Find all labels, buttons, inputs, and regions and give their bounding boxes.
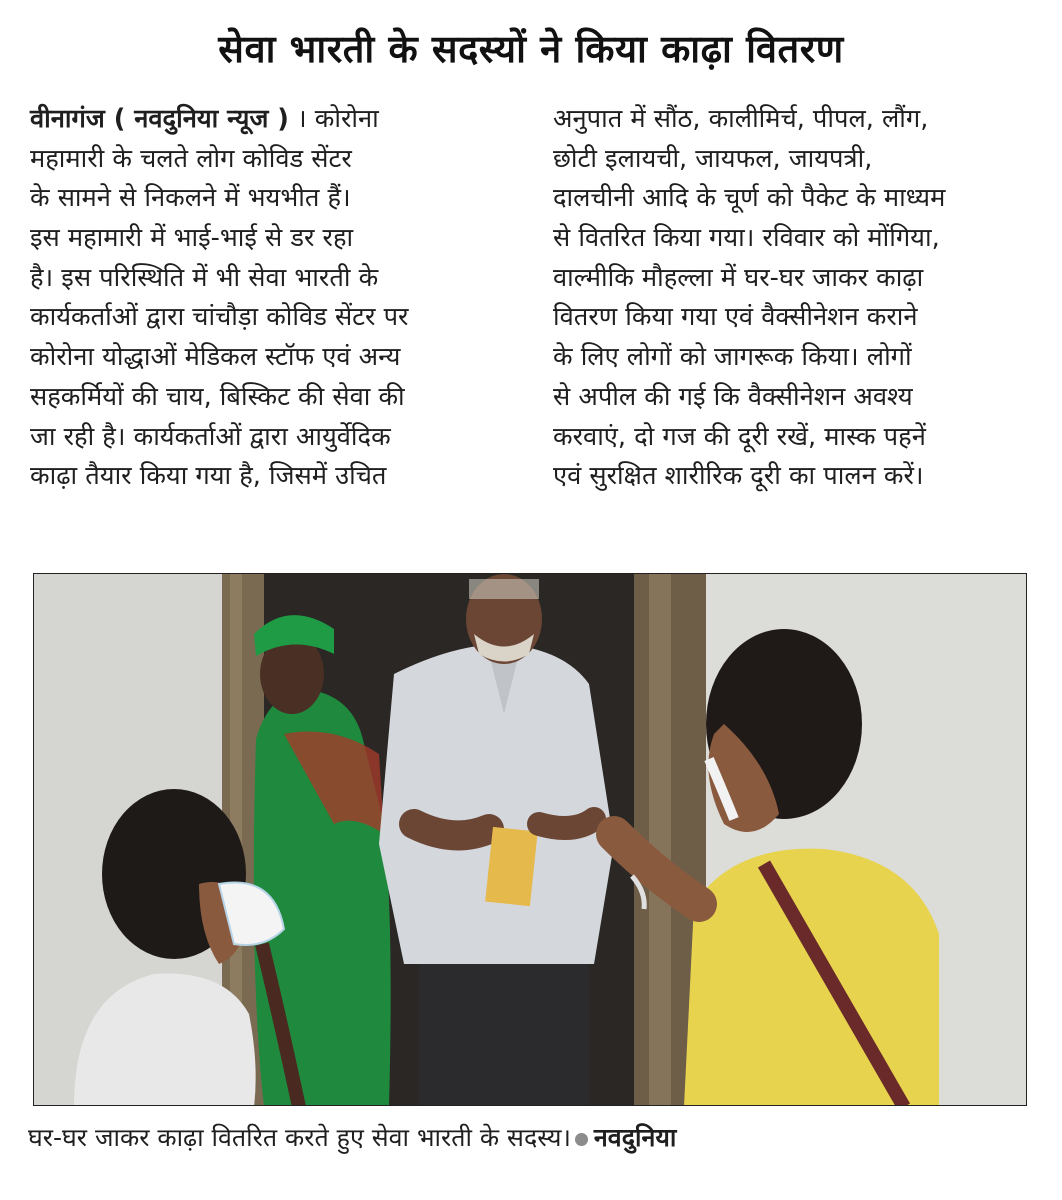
article-line: कोरोना योद्धाओं मेडिकल स्टॉफ एवं अन्य	[30, 342, 401, 373]
article-line: जा रही है। कार्यकर्ताओं द्वारा आयुर्वेदिक	[30, 421, 391, 452]
article-right-column	[553, 100, 1038, 497]
article-text: । कोरोना	[297, 104, 379, 134]
photo-caption-line	[28, 1120, 1038, 1154]
photo-caption: घर-घर जाकर काढ़ा वितरित करते हुए सेवा भारती के सदस्य।	[28, 1123, 571, 1152]
article-line: छोटी इलायची, जायफल, जायपत्री,	[553, 143, 873, 174]
dateline: वीनागंज ( नवदुनिया न्यूज )	[30, 104, 289, 134]
article-line: वाल्मीकि मौहल्ला में घर-घर जाकर काढ़ा	[553, 262, 924, 293]
news-photo	[33, 573, 1027, 1106]
article-line: सहकर्मियों की चाय, बिस्किट की सेवा की	[30, 381, 405, 412]
article-line: से वितरित किया गया। रविवार को मोंगिया,	[553, 223, 940, 254]
article-line: करवाएं, दो गज की दूरी रखें, मास्क पहनें	[553, 421, 926, 452]
article-line: महामारी के चलते लोग कोविड सेंटर	[30, 143, 352, 174]
article-line: के लिए लोगों को जागरूक किया। लोगों	[553, 342, 912, 373]
photo-credit: नवदुनिया	[593, 1123, 677, 1152]
article-left-column	[30, 100, 500, 497]
article-line: के सामने से निकलने में भयभीत हैं।	[30, 183, 351, 214]
article-line: इस महामारी में भाई-भाई से डर रहा	[30, 223, 354, 254]
article-line: से अपील की गई कि वैक्सीनेशन अवश्य	[553, 381, 913, 412]
article-line: कार्यकर्ताओं द्वारा चांचौड़ा कोविड सेंटर पर	[30, 302, 409, 333]
photo-illustration	[34, 574, 1027, 1106]
article-line: काढ़ा तैयार किया गया है, जिसमें उचित	[30, 461, 387, 492]
article-line: दालचीनी आदि के चूर्ण को पैकेट के माध्यम	[553, 183, 946, 214]
article-line	[30, 100, 500, 140]
bullet-icon	[575, 1133, 588, 1146]
article-line: है। इस परिस्थिति में भी सेवा भारती के	[30, 262, 379, 293]
article-line: वितरण किया गया एवं वैक्सीनेशन कराने	[553, 302, 918, 333]
article-line: अनुपात में सौंठ, कालीमिर्च, पीपल, लौंग,	[553, 104, 929, 134]
article-line: एवं सुरक्षित शारीरिक दूरी का पालन करें।	[553, 461, 924, 492]
headline: सेवा भारती के सदस्यों ने किया काढ़ा वितरण	[218, 27, 844, 71]
